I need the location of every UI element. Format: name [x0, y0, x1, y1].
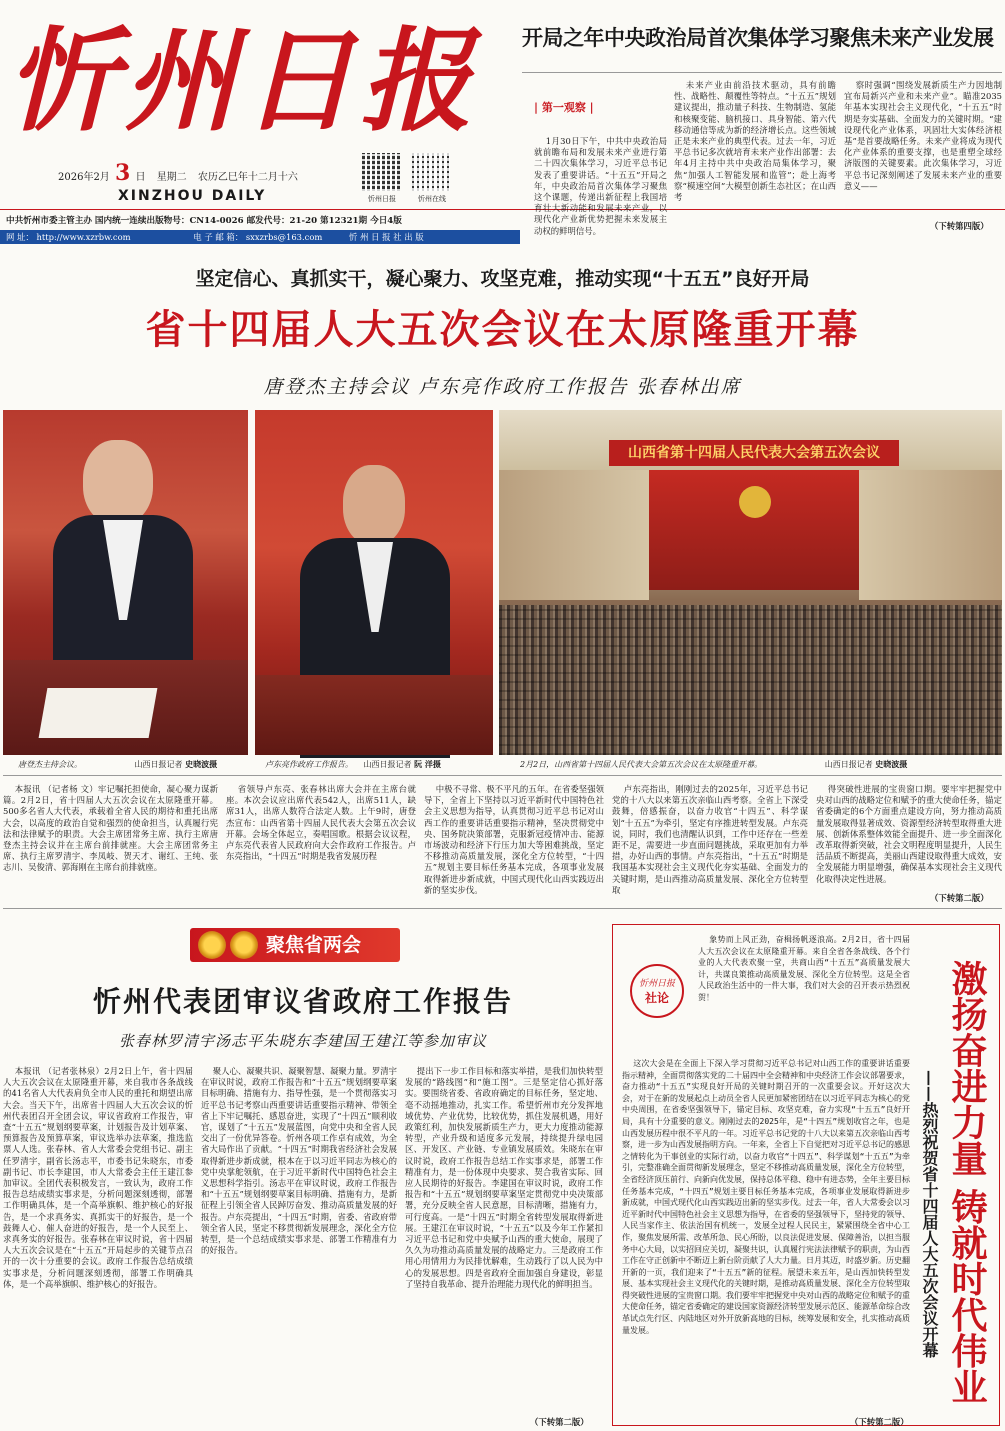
top-story-rule	[522, 72, 1002, 73]
seal-bottom-text: 社论	[644, 991, 669, 1005]
focus-body-col3: 提出下一步工作目标和落实举措，是我们加快转型发展的“路线图”和“施工图”。三是坚定信心抓好落实。要围绕省委、省政府确定的目标任务，坚定地、毫不动摇地推动，扎实工作。希望忻州市充分发挥地域优势、产业优势，比较优势，抓住发展机遇，用好政策红利，加快发展新质生产力，更大力度推动能源转型，产业升级和适度多元发展，持续提升绿电园区、开发区、产业链、专业镇发展质效。朱晓东在审议时说，政府工作报告总结工作实事求是，部署工作精准有力，是一份体现中央要求、契合我省实际、回应人民期待的好报告。李建国在审议时说，政府工作报告和“十五五”规划纲要草案坚定贯彻党中央决策部署，充分反映全省人民意愿，目标清晰，措施有力，可行度高。一是“十四五”时期全省转型发展取得新进展。王建江在审议时说，“十五五”以及今年工作紧扣习近平总书记和党中央赋予山西的重大使命，展现了久久为功推动高质量发展的战略定力。三是政府工作用心用情用力为民排忧解难，生动践行了以人民为中心的发展思想。四是省政府全面加强自身建设，彰显了坚持自我革命、提升治理能力现代化的鲜明担当。	[405, 1066, 603, 1289]
top-story-tag: | 第一观察 |	[534, 101, 594, 114]
editorial-headline[interactable]: 激扬奋进力量 铸就时代伟业	[946, 960, 987, 1405]
editorial-seal	[630, 964, 684, 1018]
lead-continue: （下转第二版）	[930, 893, 989, 903]
email-label: 电 子 邮 箱：	[193, 232, 244, 242]
website-link[interactable]: http://www.xzrbw.com	[36, 232, 131, 242]
caption-credit: 山西日报记者	[824, 760, 873, 769]
lead-subhead: 唐登杰主持会议 卢东亮作政府工作报告 张春林出席	[263, 376, 742, 398]
top-story-col3: 察时强调“围绕发展新质生产力因地制宜布局新兴产业和未来产业”。瞄准2035年基本实现社会主义现代化，“十五五”时期是夯实基础、全面发力的关键时期。“建设现代化产业体系，巩固壮大实体经济根基”是首要战略任务。未来产业将成为现代化产业体系的重要支撑，也是重塑全球经济版图的关键要素。此次集体学习，习近平总书记深刻阐述了发展未来产业的重要意义——	[844, 80, 1002, 191]
focus-headline[interactable]: 忻州代表团审议省政府工作报告	[92, 985, 513, 1018]
top-story-col1: 1月30日下午，中共中央政治局就前瞻布局和发展未来产业进行第二十四次集体学习，习近平总书记发表了重要讲话。“十五五”开局之年，中央政治局首次集体学习聚焦这个课题，传递出新征程上我国培育壮大新动能和发展未来产业，以现代化产业新优势把握未来发展主动权的鲜明信号。	[534, 136, 667, 236]
editorial-continue: （下转第二版）	[850, 1417, 909, 1427]
caption-text: 2月2日，山西省第十四届人民代表大会第五次会议在太原隆重开幕。	[520, 760, 763, 769]
masthead-pinyin: XINZHOU DAILY	[118, 188, 267, 204]
focus-body-col1: 本报讯 （记者张林泉）2月2日上午，省十四届人大五次会议在太原隆重开幕，来自我市各条战线的41名省人大代表肩负全市人民的重托和期望出席大会。当天下午，出席省十四届人大五次会议的忻州代表团召开全团会议，审议省政府工作报告，审查“十五五”规划纲要草案，计划报告及计划草案、预算报告及预算草案，审议选举办法草案，推选监票人人选。张春林、省人大常委会党组书记、副主任罗清宇，副省长汤志平，市委书记朱晓东，市委副书记、市长李建国，市人大常委会主任王建江参加审议。全团代表积极发言，一致认为，政府工作报告总结成绩实事求是，分析问题深刻透彻，部署工作明确具体，是一个高举旗帜、维护核心的好报告，是一个求真务实、真抓实干的好报告，是一个鼓舞人心、催人奋进的好报告，是一个人民至上、求真务实的好报告。张春林在审议时说，省十四届人大五次会议是在“十五五”开局起步的关键节点召开的一次十分重要的会议。政府工作报告总结成绩实事求是，分析问题深刻透彻，部署工作明确具体，是一个高举旗帜、维护核心的好报告。	[3, 1066, 193, 1289]
caption-photo-1	[18, 759, 248, 770]
caption-text: 唐登杰主持会议。	[18, 760, 82, 769]
qr-label-2: 忻州在线	[418, 195, 446, 203]
caption-credit: 山西日报记者	[134, 760, 183, 769]
newspaper-title: 忻州日报	[6, 16, 478, 147]
lead-kicker: 坚定信心、真抓实干，凝心聚力、攻坚克难，推动实现“十五五”良好开局	[195, 268, 810, 290]
email-link[interactable]: sxxzrbs@163.com	[245, 232, 323, 242]
top-story-continue: （下转第四版）	[930, 221, 989, 231]
lead-body-col3: 中极不寻常、极不平凡的五年。在省委坚强领导下，全省上下坚持以习近平新时代中国特色社会主义思想为指导，认真贯彻习近平总书记对山西工作的重要讲话重要指示精神，坚决贯彻党中央、国务院决策部署，克服新冠疫情冲击、能源市场波动和经济下行压力加大等困难挑战，坚定不移推动高质量发展，深化全方位转型，“十四五”规划主要目标任务基本完成，各项事业发展取得新进步新成就，中国式现代化山西实践迈出新的坚实步伐。	[424, 784, 604, 895]
focus-badge	[190, 928, 400, 962]
masthead	[0, 0, 520, 250]
lunar-date: 农历乙巳年十二月十六	[197, 172, 298, 183]
photo-lu-dongliang	[255, 410, 493, 755]
editorial-body: 这次大会是在全面上下深入学习贯彻习近平总书记对山西工作的重要讲话重要指示精神，全面贯彻落实党的二十届四中全会精神和中央经济工作会议部署要求，奋力推动“十五五”实现良好开局的关键时期召开的一次重要会议。开好这次大会，对于在新的发展起点上动员全省人民更加紧密团结在以习近平同志为核心的党中央周围，在省委坚强领导下，锚定目标、攻坚克难，奋力实现“十五五”良好开局，具有十分重要的意义。刚刚过去的2025年，是“十四五”规划收官之年，也是山西发展历程中很不平凡的一年。习近平总书记党的十八大以来第五次亲临山西考察，进一步为山西发展指明方向。一年来，全省上下自觉把对习近平总书记的感恩之情转化为干事创业的实际行动，以奋力收官“十四五”、科学谋划“十五五”为牵引，完整准确全面贯彻新发展理念，坚定不移推动高质量发展，深化全方位转型，全省经济顶压前行、向新向优发展，保持总体平稳、稳中有进态势，全年主要目标任务基本完成，“十四五”规划主要目标任务基本完成，各项事业发展取得新进步新成就，中国式现代化山西实践迈出新的坚实步伐。过去一年，省人大常委会以习近平新时代中国特色社会主义思想为指导，在省委的坚强领导下，坚持党的领导、人民当家作主、依法治国有机统一，发展全过程人民民主，紧紧围绕全省中心工作，聚焦发展所需、改革所急、民心所盼，以良法促进发展、保障善治，以担当服务中心大局，以实招回应关切，凝聚共识，认真履行宪法法律赋予的职责，为山西工作在守正创新中不断迈上新台阶贡献了人大力量。日月其迈，时盛岁新。历史翻开新的一页，我们迎来了“十五五”新的征程。展望未来五年，是山西加快转型发展、基本实现社会主义现代化的关键时期，是推动高质量发展、深化全方位转型取得突破性进展的宝贵窗口期。我们要牢牢把握党中央对山西的战略定位和赋予的重大使命任务，锚定省委确定的建设国家资源经济转型发展示范区、能源革命综合改革试点先行区、内陆地区对外开放新高地的目标，统筹发展和安全，扎实推动高质量发展。	[622, 1059, 910, 1335]
caption-credit: 山西日报记者	[363, 760, 412, 769]
caption-text: 卢东亮作政府工作报告。	[265, 760, 353, 769]
focus-continue: （下转第二版）	[530, 1417, 589, 1427]
date-suffix: 日	[135, 172, 146, 183]
lead-body-col2: 省领导卢东亮、张春林出席大会并在主席台就座。本次会议应出席代表542人，出席511人，缺席31人，出席人数符合法定人数。上午9时，唐登杰宣布：山西省第十四届人民代表大会第五次会议开幕。会场全体起立，奏唱国歌。根据会议议程，卢东亮代表省人民政府向大会作政府工作报告。卢东亮指出，“十四五”时期是我省发展历程	[226, 784, 416, 862]
date-day: 3	[115, 160, 131, 186]
top-story-headline[interactable]: 开局之年中央政治局首次集体学习聚焦未来产业发展	[522, 26, 994, 50]
publisher: 忻 州 日 报 社 出 版	[349, 232, 424, 242]
issue-date	[58, 160, 358, 184]
caption-photo-2	[265, 759, 495, 770]
caption-photographer: 阮 洋摄	[414, 759, 441, 769]
lead-body-col1: 本报讯 （记者杨 文）牢记嘱托担使命，凝心聚力谋新篇。2月2日，省十四届人大五次会议在太原隆重开幕。500多名省人大代表，承载着全省人民的期待和重托出席大会，以高度的政治自觉和强烈的使命担当，认真履行宪法和法律赋予的职责。大会主席团常务主席、执行主席唐登杰主持会议并在主席台前排就座。大会主席团常务主席、执行主席罗清宇、李凤岐、贺天才、谢红、王纯、张志川、吴俊清、郭海刚在主席台前排就座。	[3, 784, 218, 873]
top-story-col2: 未来产业由前沿技术驱动，具有前瞻性、战略性、颠覆性等特点。“十五五”规划建议提出，推动量子科技、生物制造、氢能和核聚变能、脑机接口、具身智能、第六代移动通信等成为新的经济增长点。这些领域正是未来产业的典型代表。过去一年，习近平总书记多次就培育未来产业作出部署：去年4月主持中共中央政治局集体学习，聚焦“加强人工智能发展和监管”；赴上海考察“模速空间”大模型创新生态社区；在山西考	[674, 80, 836, 203]
focus-subhead: 张春林罗清宇汤志平朱晓东李建国王建江等参加审议	[118, 1032, 487, 1050]
date-year-month: 2026年2月	[58, 172, 110, 183]
qr-code-1	[362, 153, 400, 191]
publication-info: 中共忻州市委主管主办 国内统一连续出版物号：CN14-0026 邮发代号：21-20 第12321期 今日4版	[6, 216, 402, 226]
qr-label-1: 忻州日报	[368, 195, 396, 203]
website-label: 网 址：	[6, 232, 34, 242]
caption-photographer: 史晓波摄	[875, 759, 908, 769]
seal-top-text: 忻州日报	[638, 979, 675, 989]
emblem-icon	[198, 931, 226, 959]
qr-code-2	[412, 153, 450, 191]
contact-bar	[0, 230, 520, 244]
emblem-icon	[230, 931, 258, 959]
lead-headline[interactable]: 省十四届人大五次会议在太原隆重开幕	[145, 307, 860, 353]
editorial-subheadline: ——热烈祝贺省十四届人大五次会议开幕	[920, 1070, 939, 1358]
photo-tang-dengjie	[3, 410, 248, 755]
photo-conference-hall	[499, 410, 1002, 755]
focus-badge-label: 聚焦省两会	[266, 934, 362, 956]
lead-body-col5: 得突破性进展的宝贵窗口期。要牢牢把握党中央对山西的战略定位和赋予的重大使命任务，锚定省委确定的6个方面重点建设方向，努力推动高质量发展取得显著成效、资源型经济转型取得重大进展、创新体系整体效能全面提升、进一步全面深化改革取得新突破，社会文明程度明显提升，人民生活品质不断提高，美丽山西建设取得重大成效，安全发展能力明显增强，确保基本实现社会主义现代化取得决定性进展。	[816, 784, 1002, 884]
editorial-lead: 象势而上风正劲，奋楫扬帆逐浪高。2月2日，省十四届人大五次会议在太原隆重开幕。来自全省各条战线、各个行业的人大代表欢聚一堂，共商山西“十五五”高质量发展大计，共谋良策推动高质量发展、深化全方位转型。这是全省人民政治生活中的一件大事，我们对大会的召开表示热烈祝贺！	[698, 935, 910, 1002]
hall-banner-text: 山西省第十四届人民代表大会第五次会议	[628, 445, 880, 461]
lead-body-col4: 卢东亮指出，刚刚过去的2025年，习近平总书记党的十八大以来第五次亲临山西考察。全省上下深受鼓舞，倍感振奋，以奋力收官“十四五”、科学谋划“十五五”为牵引，坚定有序推进转型发展。卢东亮说，同时，我们也清醒认识到，工作中还存在一些差距不足，需要进一步直面问题挑战，采取更加有力举措，办好山西的事情。卢东亮指出，“十五五”时期是我国基本实现社会主义现代化夯实基础、全面发力的关键时期，是山西推动高质量发展、深化全方位转型取	[612, 784, 808, 895]
weekday: 星期二	[156, 172, 187, 183]
caption-photographer: 史晓波摄	[185, 759, 218, 769]
focus-body-col2: 聚人心、凝聚共识、凝聚智慧、凝聚力量。罗清宇在审议时说，政府工作报告和“十五五”规划纲要草案目标明确、措施有力、指导性强，是一个贯彻落实习近平总书记考察山西重要讲话重要指示精神、带领全省上下牢记嘱托、感恩奋进，实现了“十四五”顺利收官，谋划了“十五五”发展蓝图，向党中央和全省人民交出了一份优异答卷。忻州各项工作卓有成效，为全省大局作出了贡献。“十四五”时期我省经济社会发展取得新进步新成就，根本在于以习近平同志为核心的党中央掌舵领航，在于习近平新时代中国特色社会主义思想科学指引。汤志平在审议时说，政府工作报告和“十五五”规划纲要草案目标明确、措施有力，是新征程上引领全省人民踔厉奋发、推动高质量发展的好报告。卢东亮提出，“十四五”时期，省委、省政府带领全省人民，坚定不移贯彻新发展理念，深化全方位转型，是一个总结成绩实事求是、部署工作精准有力的好报告。	[201, 1066, 397, 1256]
caption-photo-3	[520, 759, 1002, 770]
